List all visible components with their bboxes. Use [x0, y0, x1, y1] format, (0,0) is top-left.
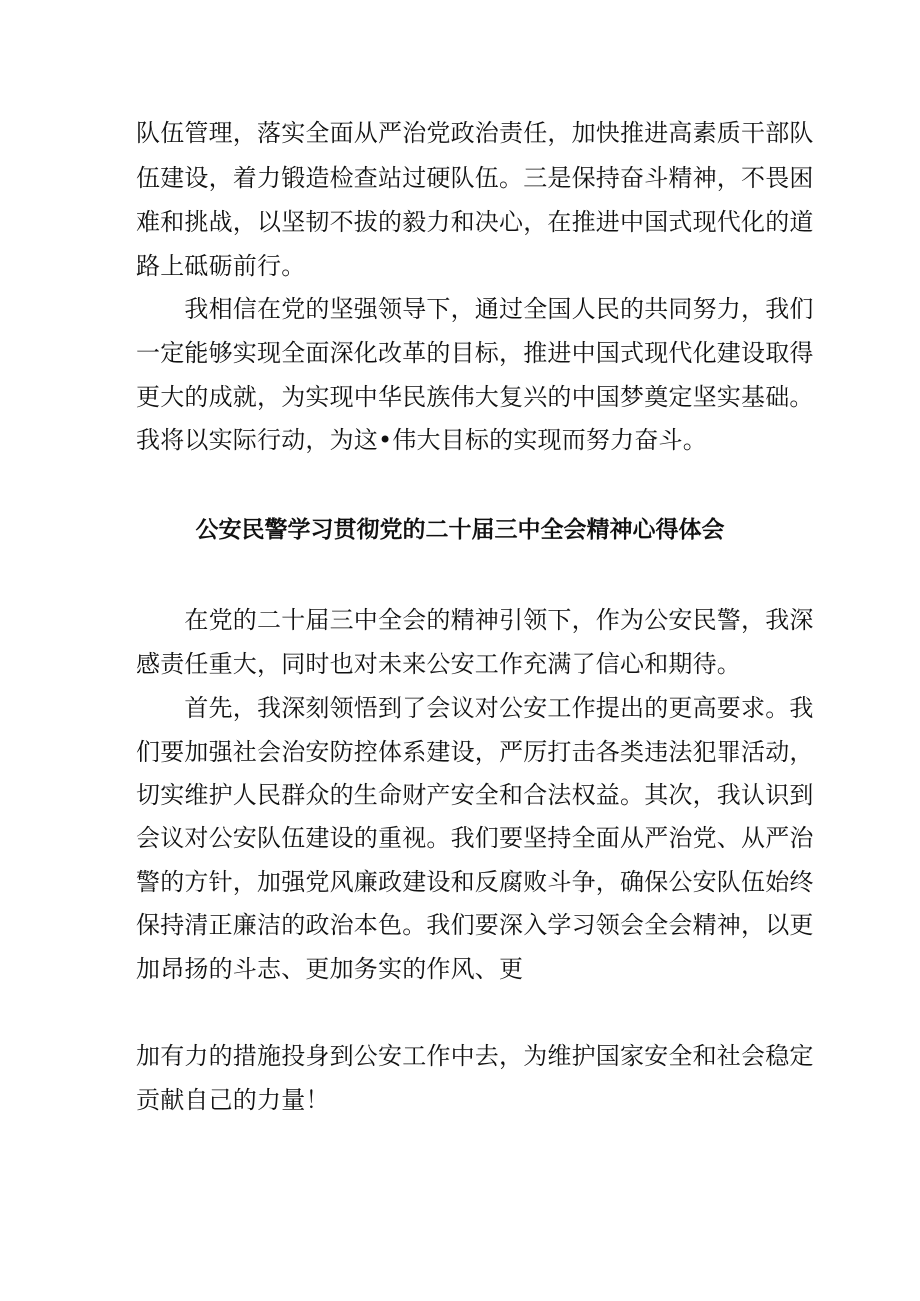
- paragraph-line: 切实维护人民群众的生命财产安全和合法权益。其次，我认识到: [136, 781, 814, 809]
- paragraph-line: 在党的二十届三中全会的精神引领下，作为公安民警，我深: [136, 606, 814, 634]
- paragraph-line: 贡献自己的力量！: [136, 1086, 330, 1114]
- paragraph-line: 加昂扬的斗志、更加务实的作风、更: [136, 955, 524, 983]
- paragraph-line: 感责任重大，同时也对未来公安工作充满了信心和期待。: [136, 650, 741, 678]
- paragraph-line: 加有力的措施投身到公安工作中去，为维护国家安全和社会稳定: [136, 1042, 814, 1070]
- paragraph-line: 会议对公安队伍建设的重视。我们要坚持全面从严治党、从严治: [136, 824, 814, 852]
- paragraph-line: 我将以实际行动，为这•伟大目标的实现而努力奋斗。: [136, 426, 707, 454]
- paragraph-line: 首先，我深刻领悟到了会议对公安工作提出的更高要求。我: [136, 694, 814, 722]
- paragraph-line: 伍建设，着力锻造检查站过硬队伍。三是保持奋斗精神，不畏困: [136, 164, 814, 192]
- paragraph-line: 们要加强社会治安防控体系建设，严厉打击各类违法犯罪活动，: [136, 738, 814, 766]
- paragraph-line: 难和挑战，以坚韧不拔的毅力和决心，在推进中国式现代化的道: [136, 208, 814, 236]
- paragraph-line: 更大的成就，为实现中华民族伟大复兴的中国梦奠定坚实基础。: [136, 383, 814, 411]
- paragraph-line: 保持清正廉洁的政治本色。我们要深入学习领会全会精神，以更: [136, 911, 814, 939]
- paragraph-line: 警的方针，加强党风廉政建设和反腐败斗争，确保公安队伍始终: [136, 868, 814, 896]
- paragraph-line: 队伍管理，落实全面从严治党政治责任，加快推进高素质干部队: [136, 119, 814, 147]
- paragraph-line: 路上砥砺前行。: [136, 252, 306, 280]
- paragraph-line: 一定能够实现全面深化改革的目标，推进中国式现代化建设取得: [136, 339, 814, 367]
- paragraph-line: 我相信在党的坚强领导下，通过全国人民的共同努力，我们: [136, 295, 814, 323]
- article-title: 公安民警学习贯彻党的二十届三中全会精神心得体会: [195, 517, 725, 543]
